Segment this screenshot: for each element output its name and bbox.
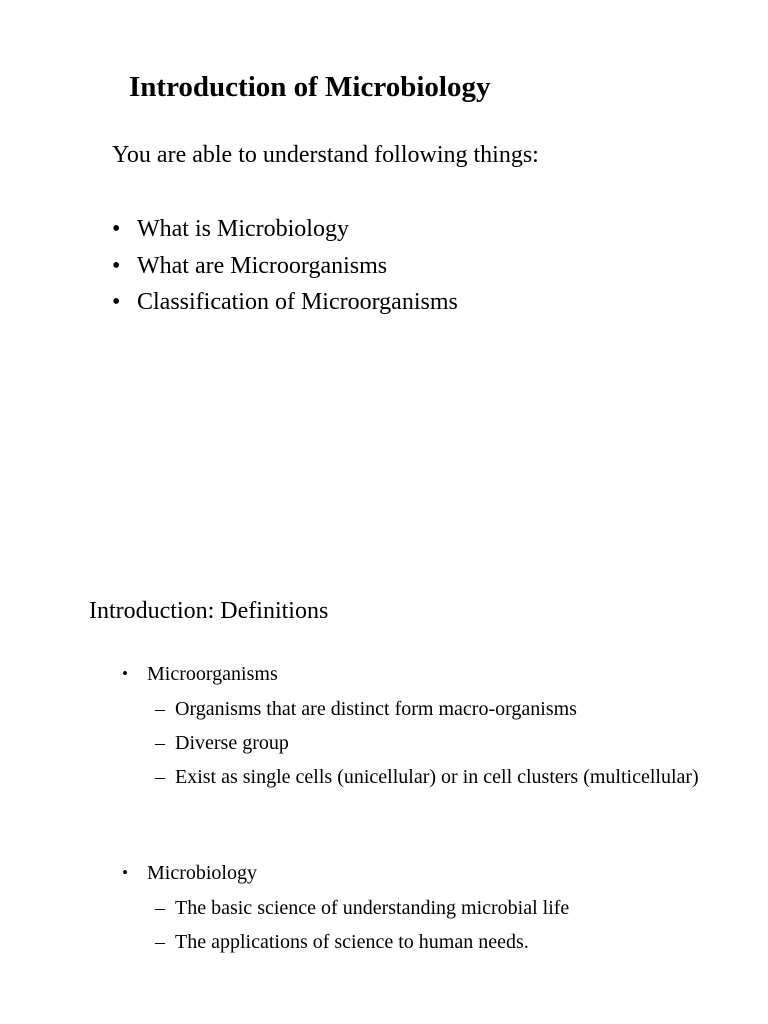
- point-text: Organisms that are distinct form macro-organisms: [175, 698, 577, 720]
- list-item: [122, 694, 735, 724]
- bullet-icon: •: [112, 252, 121, 279]
- section-heading: Introduction: Definitions: [89, 598, 329, 624]
- point-text: Diverse group: [175, 732, 289, 754]
- dash-icon: –: [155, 897, 165, 919]
- list-item: [112, 211, 458, 248]
- list-item: [122, 927, 735, 957]
- list-item: [122, 893, 735, 923]
- point-text: The basic science of understanding microbial life: [175, 897, 570, 919]
- definition-term: [122, 859, 735, 887]
- term-text: Microbiology: [147, 862, 257, 884]
- dash-icon: –: [155, 931, 165, 953]
- definition-term: [122, 660, 735, 688]
- definition-points: [122, 694, 735, 792]
- list-item: [112, 248, 458, 285]
- list-item: [122, 728, 735, 758]
- point-text: Exist as single cells (unicellular) or in cell clusters (multicellular): [175, 766, 699, 788]
- dash-icon: –: [155, 732, 165, 754]
- bullet-icon: •: [122, 664, 128, 683]
- intro-subtitle: You are able to understand following things:: [112, 142, 539, 168]
- topic-list: [112, 211, 458, 321]
- bullet-icon: •: [112, 289, 121, 315]
- definition-block-microorganisms: [122, 660, 735, 796]
- topic-text: What is Microbiology: [137, 216, 349, 242]
- list-item: [112, 284, 458, 321]
- dash-icon: –: [155, 766, 165, 788]
- dash-icon: –: [155, 698, 165, 720]
- definition-block-microbiology: [122, 859, 735, 961]
- definition-points: [122, 893, 735, 957]
- bullet-icon: •: [122, 863, 128, 882]
- bullet-icon: •: [112, 216, 121, 242]
- topic-text: Classification of Microorganisms: [137, 289, 458, 315]
- point-text: The applications of science to human needs.: [175, 931, 529, 953]
- topic-text: What are Microorganisms: [137, 252, 388, 279]
- list-item: [122, 762, 735, 792]
- term-text: Microorganisms: [147, 663, 278, 685]
- page-title: Introduction of Microbiology: [129, 71, 491, 103]
